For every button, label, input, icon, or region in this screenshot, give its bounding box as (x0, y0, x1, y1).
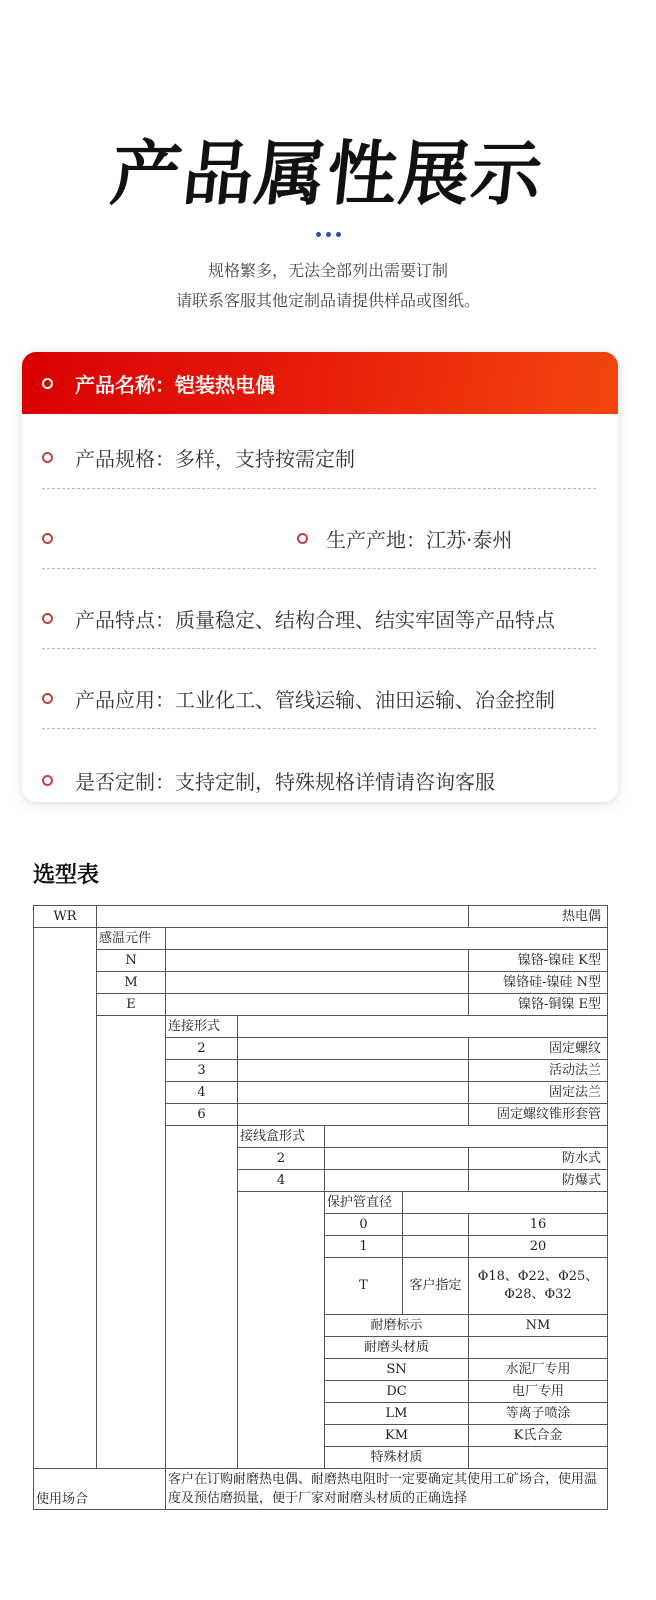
table-cell (403, 1192, 608, 1214)
table-cell (238, 1192, 325, 1469)
table-cell: 6 (166, 1104, 238, 1126)
table-cell: 防爆式 (469, 1170, 608, 1192)
dashed-divider (42, 568, 596, 569)
table-cell: 使用场合 (34, 1469, 166, 1510)
table-cell: 特殊材质 (325, 1447, 469, 1469)
cell: WR (34, 906, 97, 928)
table-cell: 等离子喷涂 (469, 1403, 608, 1425)
table-cell: LM (325, 1403, 469, 1425)
product-attributes-card (22, 352, 618, 802)
table-cell (403, 1236, 469, 1258)
table-cell: 20 (469, 1236, 608, 1258)
attribute-text: 产品特点：质量稳定、结构合理、结实牢固等产品特点 (75, 607, 555, 632)
attribute-text: 产品规格：多样，支持按需定制 (75, 446, 355, 471)
attribute-row (22, 523, 618, 553)
table-cell: NM (469, 1315, 608, 1337)
dashed-divider (42, 648, 596, 649)
table-cell (238, 1038, 469, 1060)
table-cell: 固定螺纹锥形套管 (469, 1104, 608, 1126)
table-cell: DC (325, 1381, 469, 1403)
table-cell: 2 (166, 1038, 238, 1060)
attribute-text: 产品应用：工业化工、管线运输、油田运输、冶金控制 (75, 687, 555, 712)
table-cell (166, 1126, 238, 1469)
cell: 感温元件 (97, 928, 166, 950)
table-row (34, 994, 608, 1016)
table-cell: 防水式 (469, 1148, 608, 1170)
page-title: 产品属性展示 (107, 133, 548, 215)
product-name-header (22, 352, 618, 414)
table-cell: KM (325, 1425, 469, 1447)
circle-bullet-icon (297, 533, 308, 544)
table-row (34, 972, 608, 994)
table-row (34, 1016, 608, 1038)
table-cell: SN (325, 1359, 469, 1381)
circle-bullet-icon (42, 693, 53, 704)
table-cell: 客户指定 (403, 1258, 469, 1315)
table-cell (97, 906, 469, 928)
dashed-divider (42, 488, 596, 489)
table-cell: M (97, 972, 166, 994)
circle-bullet-icon (42, 378, 53, 389)
table-cell: 2 (238, 1148, 325, 1170)
table-cell: K氏合金 (469, 1425, 608, 1447)
subtitle-line: 请联系客服其他定制品请提供样品或图纸。 (175, 291, 480, 310)
table-cell: 16 (469, 1214, 608, 1236)
dots-divider (0, 232, 656, 237)
table-cell (325, 1126, 608, 1148)
table-cell (238, 1016, 608, 1038)
selection-table-title: 选型表 (33, 863, 100, 888)
table-cell: Φ18、Φ22、Φ25、Φ28、Φ32 (469, 1258, 608, 1315)
table-cell (238, 1082, 469, 1104)
attribute-text: 是否定制：支持定制，特殊规格详情请咨询客服 (75, 769, 495, 794)
table-row (34, 906, 608, 928)
table-cell: 镍铬-镍硅 K型 (469, 950, 608, 972)
table-cell: 耐磨标示 (325, 1315, 469, 1337)
table-cell: 4 (238, 1170, 325, 1192)
table-cell: 连接形式 (166, 1016, 238, 1038)
table-cell: 水泥厂专用 (469, 1359, 608, 1381)
circle-bullet-icon (42, 533, 53, 544)
table-cell (166, 994, 469, 1016)
table-cell: 固定螺纹 (469, 1038, 608, 1060)
table-cell (469, 1337, 608, 1359)
circle-bullet-icon (42, 452, 53, 463)
table-cell: 镍铬硅-镍硅 N型 (469, 972, 608, 994)
table-cell: 客户在订购耐磨热电偶、耐磨热电阻时一定要确定其使用工矿场合，使用温度及预估磨损量，便于厂家对耐磨头材质的正确选择 (166, 1469, 608, 1510)
table-cell (325, 1148, 469, 1170)
table-cell: 0 (325, 1214, 403, 1236)
table-row (34, 1469, 608, 1510)
table-cell: 耐磨头材质 (325, 1337, 469, 1359)
table-cell: 电厂专用 (469, 1381, 608, 1403)
table-cell (238, 1104, 469, 1126)
table-cell (166, 972, 469, 994)
attribute-text: 生产产地：江苏·泰州 (326, 527, 513, 552)
circle-bullet-icon (42, 775, 53, 786)
table-cell (166, 928, 608, 950)
table-cell: 固定法兰 (469, 1082, 608, 1104)
attribute-row (22, 442, 618, 472)
subtitle-line: 规格繁多，无法全部列出需要订制 (207, 261, 448, 280)
table-cell: 接线盒形式 (238, 1126, 325, 1148)
attribute-row (22, 765, 618, 795)
circle-bullet-icon (42, 613, 53, 624)
table-cell: 3 (166, 1060, 238, 1082)
table-cell: 4 (166, 1082, 238, 1104)
dashed-divider (42, 728, 596, 729)
table-cell (469, 1447, 608, 1469)
table-row (34, 950, 608, 972)
table-cell (403, 1214, 469, 1236)
table-cell: T (325, 1258, 403, 1315)
attribute-row (22, 683, 618, 713)
table-cell (97, 1016, 166, 1469)
table-cell: E (97, 994, 166, 1016)
cell: 热电偶 (469, 906, 608, 928)
table-cell: 镍铬-铜镍 E型 (469, 994, 608, 1016)
table-cell (34, 928, 97, 1469)
table-cell: N (97, 950, 166, 972)
table-cell: 活动法兰 (469, 1060, 608, 1082)
selection-table (33, 905, 608, 1510)
product-name: 产品名称：铠装热电偶 (75, 372, 275, 397)
table-cell (238, 1060, 469, 1082)
table-cell: 1 (325, 1236, 403, 1258)
table-row (34, 928, 608, 950)
table-cell (166, 950, 469, 972)
table-cell: 保护管直径 (325, 1192, 403, 1214)
attribute-row (22, 603, 618, 633)
table-cell (325, 1170, 469, 1192)
